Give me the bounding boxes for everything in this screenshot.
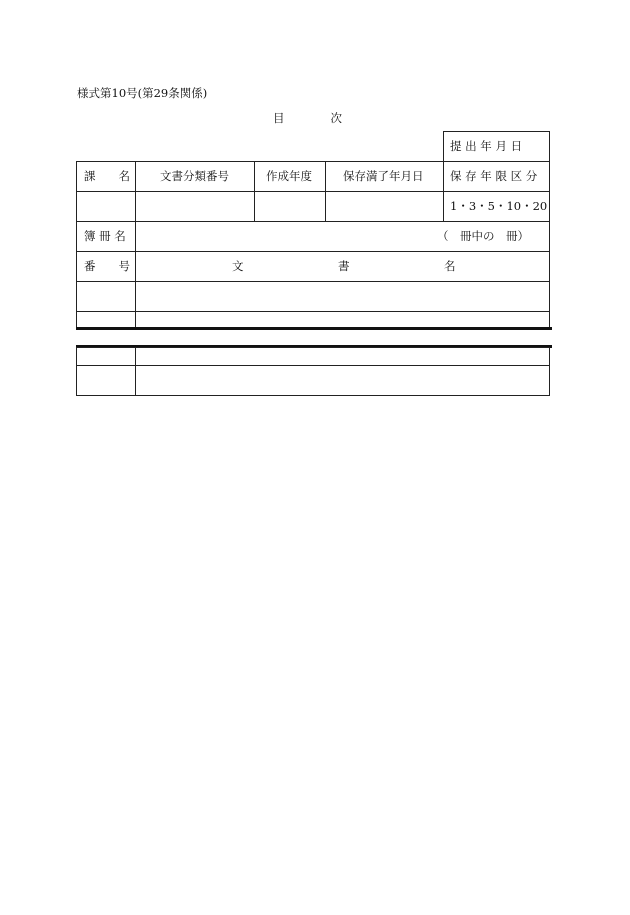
document-name-header-char: 文 bbox=[232, 259, 244, 273]
entry-rows-upper bbox=[76, 281, 550, 329]
document-name-header-char: 書 bbox=[338, 259, 350, 273]
classification-number-header: 文書分類番号 bbox=[160, 169, 229, 183]
document-name-header-char: 名 bbox=[444, 259, 456, 273]
section-break-line bbox=[76, 327, 552, 330]
retention-expiry-header: 保存満了年月日 bbox=[343, 169, 424, 183]
page-title: 目 次 bbox=[273, 111, 342, 125]
entry-rows-lower bbox=[76, 347, 550, 396]
form-number-label: 様式第10号(第29条関係) bbox=[77, 86, 208, 100]
volume-note: （ 冊中の 冊） bbox=[437, 229, 529, 243]
year-created-header: 作成年度 bbox=[266, 169, 312, 183]
retention-class-header: 保 存 年 限 区 分 bbox=[450, 169, 538, 183]
list-header-row bbox=[76, 251, 550, 282]
section-header: 課 名 bbox=[84, 169, 130, 183]
ledger-name-label: 簿 冊 名 bbox=[84, 229, 126, 243]
submit-date-label: 提 出 年 月 日 bbox=[450, 139, 523, 153]
number-header: 番 号 bbox=[84, 259, 130, 273]
retention-options: 1・3・5・10・20 bbox=[450, 199, 548, 213]
